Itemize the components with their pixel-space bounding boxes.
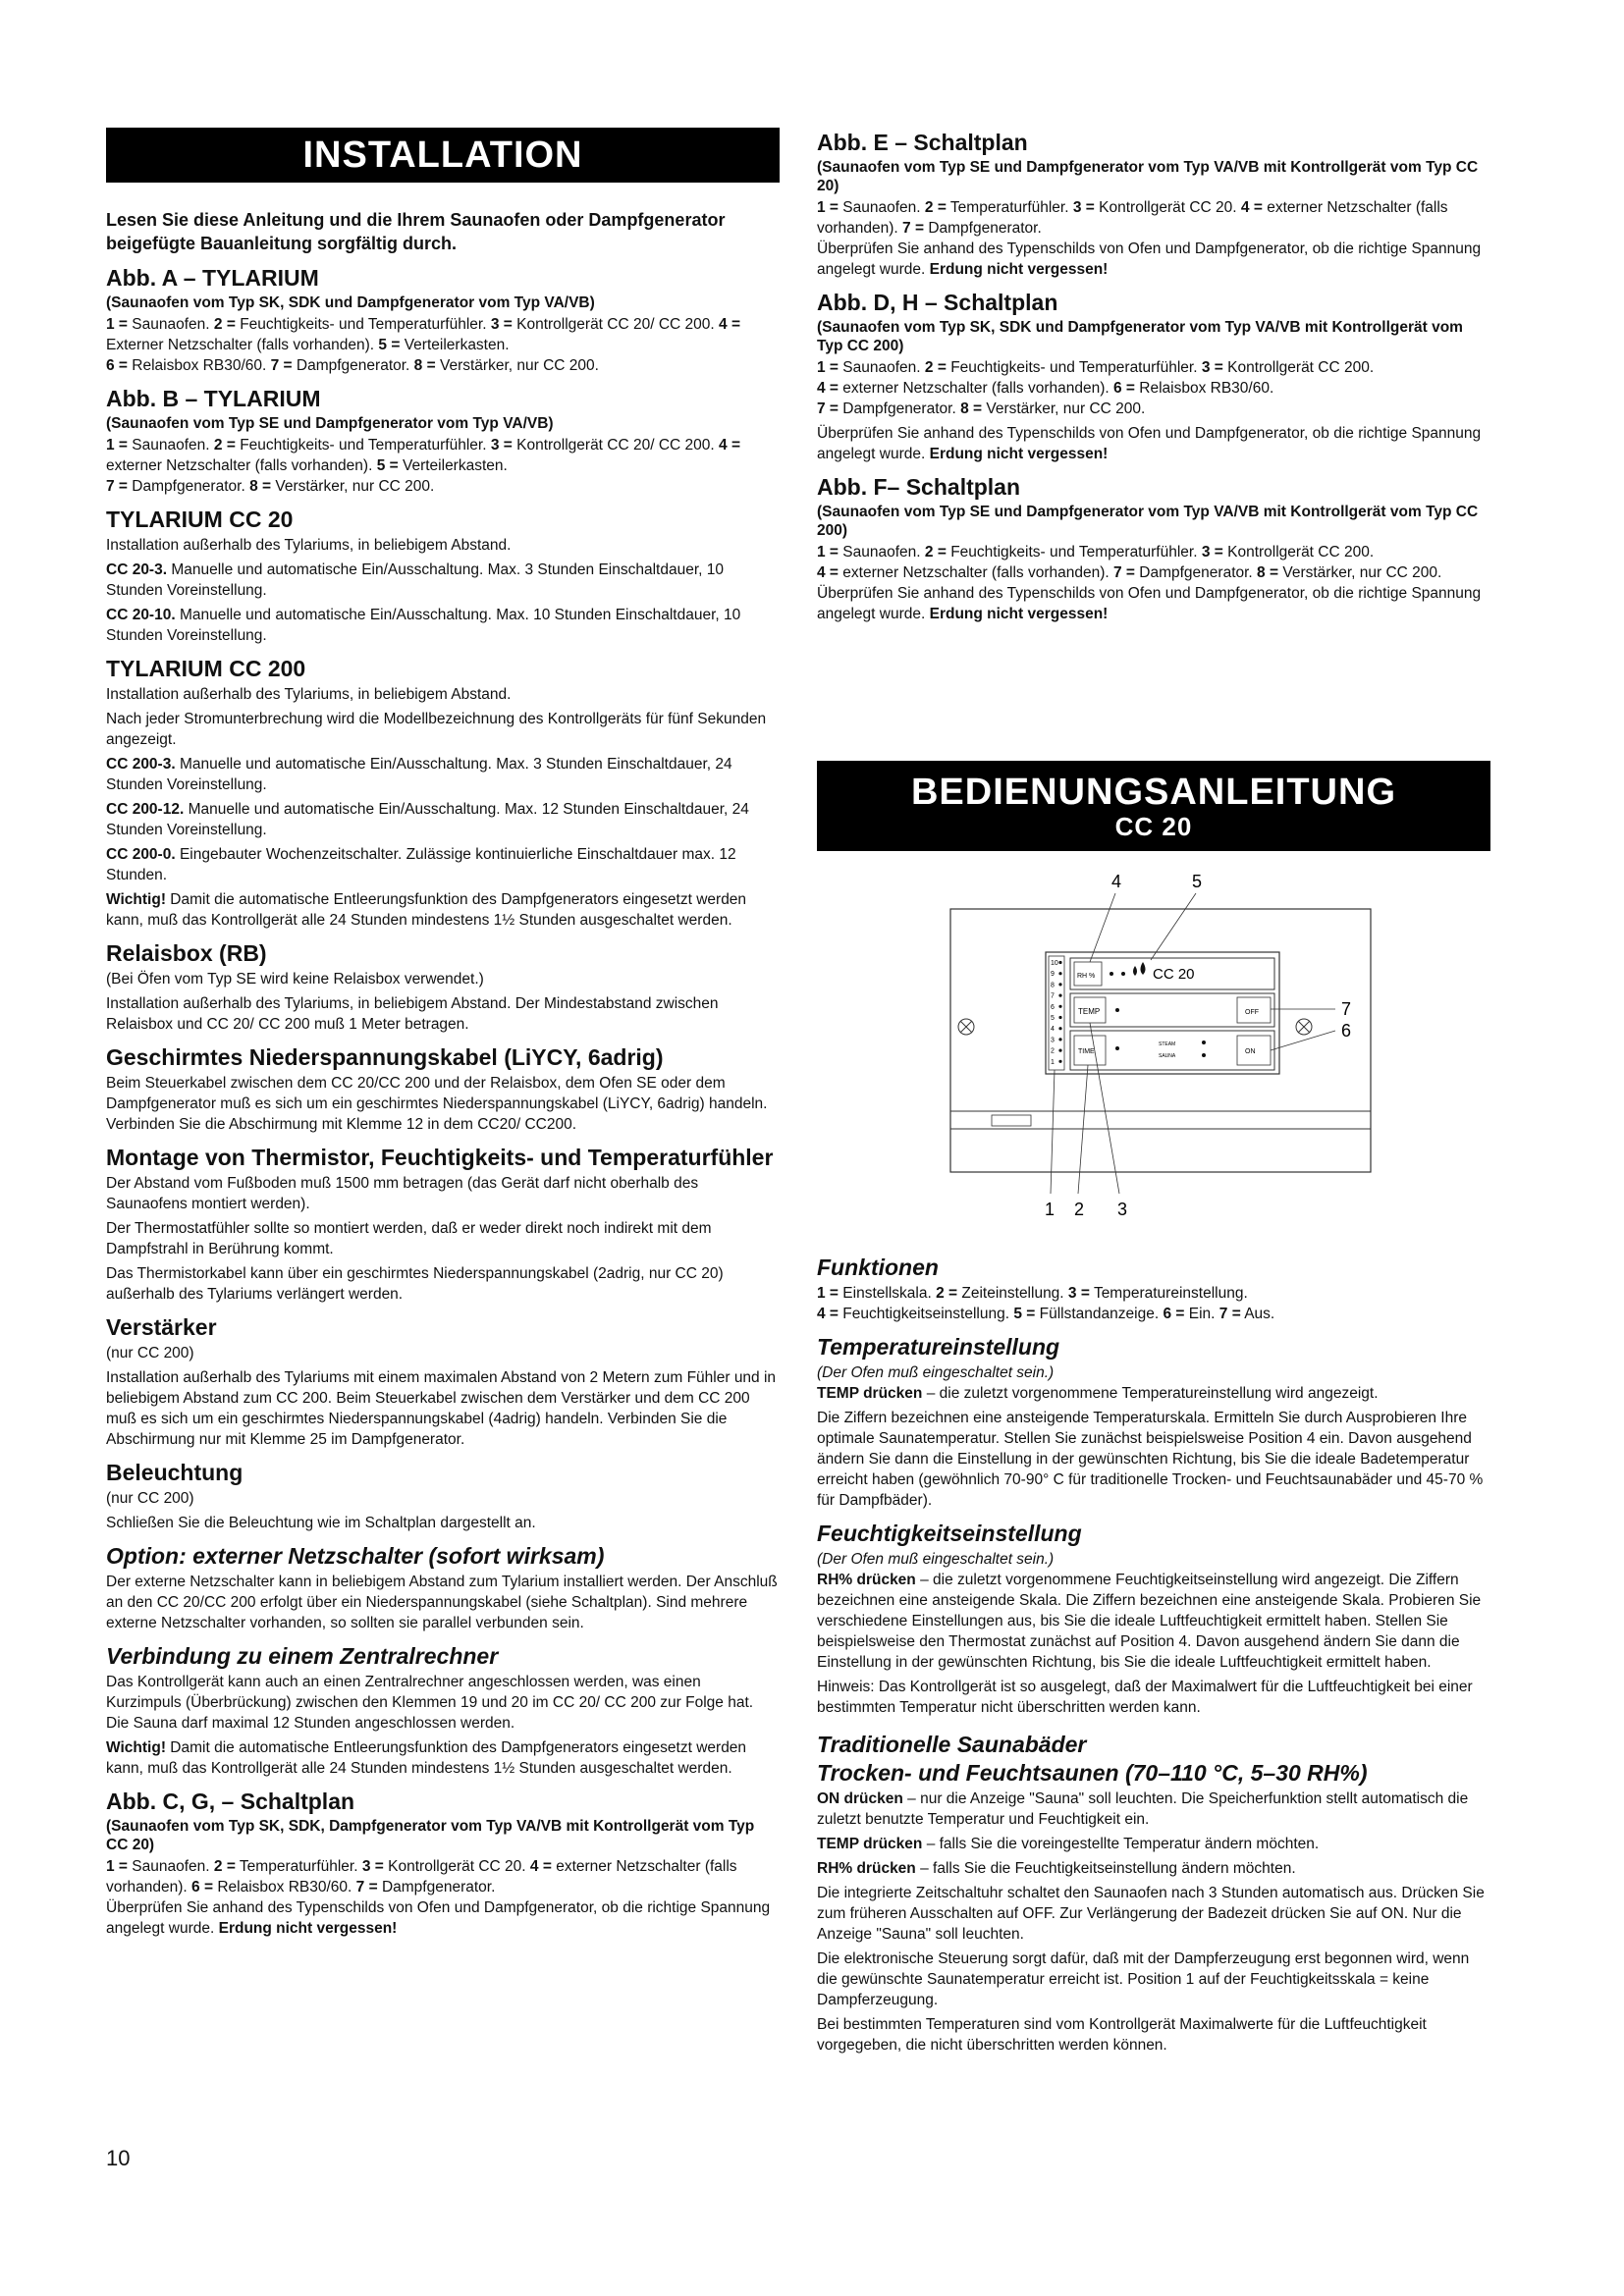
- funktionen-title: Funktionen: [817, 1255, 939, 1280]
- right-column-instructions: [817, 1245, 1490, 2059]
- abb-d-legend: 1 = Saunaofen. 2 = Feuchtigkeits- und Temperaturfühler. 3 = Kontrollgerät CC 200. 4 = externer Netzschalter (falls vorhanden). 6 = Relaisbox RB30/60. 7 = Dampfgenerator. 8 = Verstärker, nur CC 200.: [817, 359, 1375, 417]
- scale-digit: 3: [1051, 1037, 1055, 1044]
- callout-6: 6: [1341, 1021, 1352, 1041]
- scale-digit: 4: [1051, 1026, 1055, 1034]
- right-column: [817, 130, 1490, 628]
- steam-label: STEAM: [1159, 1041, 1176, 1047]
- abb-a-subtitle: (Saunaofen vom Typ SK, SDK und Dampfgenerator vom Typ VA/VB): [106, 294, 595, 311]
- funktionen-legend: 1 = Einstellskala. 2 = Zeiteinstellung. 3 = Temperatureinstellung. 4 = Feuchtigkeitseinstellung. 5 = Füllstandanzeige. 6 = Ein. 7 = Aus.: [817, 1285, 1275, 1322]
- callout-5: 5: [1192, 872, 1203, 891]
- scale-led: [1058, 983, 1061, 986]
- time-label: TIME: [1078, 1048, 1095, 1055]
- feuchtigkeitseinstellung-title: Feuchtigkeitseinstellung: [817, 1521, 1082, 1546]
- sauna-label: SAUNA: [1159, 1053, 1176, 1059]
- scale-led: [1058, 1027, 1061, 1030]
- cc200-p6: Wichtig! Damit die automatische Entleerungsfunktion des Dampfgenerators eingesetzt werden kann, muß das Kontrollgerät alle 24 Stunden mindestens 1½ Stunden ausgeschaltet werden.: [106, 891, 747, 929]
- scale-digit: 7: [1051, 992, 1055, 1000]
- beleuchtung-p1: (nur CC 200): [106, 1490, 194, 1507]
- scale-digit: 9: [1051, 971, 1055, 979]
- logo-plate: [992, 1115, 1031, 1126]
- rb-p1: (Bei Öfen vom Typ SE wird keine Relaisbox verwendet.): [106, 971, 484, 988]
- cc200-p5: CC 200-0. Eingebauter Wochenzeitschalter. Zulässige kontinuierliche Einschaltdauer max. 12 Stunden.: [106, 846, 736, 883]
- option-p1: Der externe Netzschalter kann in beliebigem Abstand zum Tylarium installiert werden. Der Anschluß an den CC 20/CC 200 erfolgt über ein Niederspannungskabel (siehe Schaltplan). Sind mehrere externe Netzschalter vorhanden, so sollten sie parallel verbunden sein.: [106, 1574, 778, 1631]
- scale-led: [1058, 1049, 1061, 1052]
- page-number: 10: [106, 2146, 131, 2170]
- temp-label: TEMP: [1078, 1007, 1101, 1016]
- scale-digit: 2: [1051, 1047, 1055, 1055]
- scale-led: [1058, 994, 1061, 997]
- abb-f-title: Abb. F– Schaltplan: [817, 474, 1021, 500]
- kabel-p1: Beim Steuerkabel zwischen dem CC 20/CC 200 und der Relaisbox, dem Ofen SE oder dem Dampfgenerator muß es sich um ein geschirmtes Niederspannungskabel (LiYCY, 6adrig) handeln. Verbinden Sie die Abschirmung mit Klemme 12 in dem CC20/ CC200.: [106, 1075, 768, 1133]
- scale-led: [1058, 1005, 1061, 1008]
- thermistor-p3: Das Thermistorkabel kann über ein geschirmtes Niederspannungskabel (2adrig, nur CC 20) außerhalb des Tylariums verlängert werden.: [106, 1265, 724, 1303]
- control-panel-figure: [943, 864, 1375, 1227]
- cc20-label: CC 20: [1153, 966, 1195, 983]
- beleuchtung-title: Beleuchtung: [106, 1460, 244, 1485]
- feuchtigkeitseinstellung-p1: RH% drücken – die zuletzt vorgenommene Feuchtigkeitseinstellung wird angezeigt. Die Ziffern bezeichnen eine ansteigende Skala. Die Ziffern bezeichnen eine ansteigende Skala. Probieren Sie verschiedene Einstellungen aus, bis Sie die ideale Luftfeuchtigkeit ermittelt haben. Stellen Sie beispielsweise den Thermostat zunächst auf Position 4. Davon ausgehend ändern Sie dann die Einstellung in der gewünschten Richtung, bis Sie die ideale Luftfeuchtigkeit ermittelt haben.: [817, 1572, 1482, 1671]
- abb-d-subtitle: (Saunaofen vom Typ SK, SDK und Dampfgenerator vom Typ VA/VB mit Kontrollgerät vom Typ CC 200): [817, 319, 1463, 354]
- thermistor-p2: Der Thermostatfühler sollte so montiert werden, daß er weder direkt noch indirekt mit dem Dampfstrahl in Berührung kommt.: [106, 1220, 712, 1257]
- traditionelle-p3: RH% drücken – falls Sie die Feuchtigkeitseinstellung ändern möchten.: [817, 1860, 1296, 1877]
- traditionelle-p1: ON drücken – nur die Anzeige "Sauna" soll leuchten. Die Speicherfunktion stellt automatisch die zuletzt benutzte Temperatur und Feuchtigkeit ein.: [817, 1790, 1469, 1828]
- callout-3: 3: [1117, 1200, 1128, 1219]
- abb-b-subtitle: (Saunaofen vom Typ SE und Dampfgenerator vom Typ VA/VB): [106, 415, 554, 432]
- scale-digit: 1: [1051, 1058, 1055, 1066]
- kabel-title: Geschirmtes Niederspannungskabel (LiYCY, 6adrig): [106, 1044, 664, 1070]
- off-label: OFF: [1245, 1009, 1259, 1016]
- abb-c-title: Abb. C, G, – Schaltplan: [106, 1789, 355, 1814]
- abb-d-check: Überprüfen Sie anhand des Typenschilds von Ofen und Dampfgenerator, ob die richtige Spannung angelegt wurde. Erdung nicht vergessen!: [817, 425, 1482, 462]
- abb-e-legend: 1 = Saunaofen. 2 = Temperaturfühler. 3 = Kontrollgerät CC 20. 4 = externer Netzschalter (falls vorhanden). 7 = Dampfgenerator. Überprüfen Sie anhand des Typenschilds von Ofen und Dampfgenerator, ob die richtige Spannung angelegt wurde. Erdung nicht vergessen!: [817, 199, 1482, 278]
- cc20-title: TYLARIUM CC 20: [106, 507, 294, 532]
- scale-led: [1058, 972, 1061, 975]
- cc200-p2: Nach jeder Stromunterbrechung wird die Modellbezeichnung des Kontrollgeräts für fünf Sekunden angezeigt.: [106, 711, 767, 748]
- scale-digit: 5: [1051, 1015, 1055, 1022]
- abb-e-title: Abb. E – Schaltplan: [817, 130, 1028, 155]
- bedienungsanleitung-subtitle: CC 20: [1114, 812, 1193, 841]
- abb-d-title: Abb. D, H – Schaltplan: [817, 290, 1058, 315]
- cc200-title: TYLARIUM CC 200: [106, 656, 306, 681]
- cc20-p3: CC 20-10. Manuelle und automatische Ein/Ausschaltung. Max. 10 Stunden Einschaltdauer, 10 Stunden Voreinstellung.: [106, 607, 741, 644]
- cc200-p1: Installation außerhalb des Tylariums, in beliebigem Abstand.: [106, 686, 512, 703]
- verstaerker-title: Verstärker: [106, 1314, 217, 1340]
- scale-led: [1058, 1016, 1061, 1019]
- scale-led: [1058, 1038, 1061, 1041]
- cc20-p2: CC 20-3. Manuelle und automatische Ein/Ausschaltung. Max. 3 Stunden Einschaltdauer, 10 Stunden Voreinstellung.: [106, 561, 724, 599]
- cc200-p3: CC 200-3. Manuelle und automatische Ein/Ausschaltung. Max. 3 Stunden Einschaltdauer, 24 Stunden Voreinstellung.: [106, 756, 732, 793]
- abb-a-title: Abb. A – TYLARIUM: [106, 265, 319, 291]
- zentralrechner-p1: Das Kontrollgerät kann auch an einen Zentralrechner angeschlossen werden, was einen Kurzimpuls (Überbrückung) zwischen den Klemmen 19 und 20 im CC 20/ CC 200 zur Folge hat. Die Sauna darf maximal 12 Stunden angeschlossen werden.: [106, 1674, 754, 1732]
- feuchtigkeitseinstellung-p2: Hinweis: Das Kontrollgerät ist so ausgelegt, daß der Maximalwert für die Luftfeuchtigkeit bei einer bestimmten Temperatur nicht überschritten werden kann.: [817, 1679, 1473, 1716]
- temperatureinstellung-note: (Der Ofen muß eingeschaltet sein.): [817, 1364, 1055, 1381]
- traditionelle-p5: Die elektronische Steuerung sorgt dafür, daß mit der Dampferzeugung erst begonnen wird, wenn die gewünschte Saunatemperatur erreicht ist. Position 1 auf der Feuchtigkeitsskala = keine Dampferzeugung.: [817, 1950, 1470, 2008]
- temperatureinstellung-p1: TEMP drücken – die zuletzt vorgenommene Temperatureinstellung wird angezeigt.: [817, 1385, 1379, 1402]
- abb-c-subtitle: (Saunaofen vom Typ SK, SDK, Dampfgenerator vom Typ VA/VB mit Kontrollgerät vom Typ CC 20): [106, 1818, 755, 1853]
- scale-digit: 10: [1051, 960, 1058, 967]
- abb-a-legend: 1 = Saunaofen. 2 = Feuchtigkeits- und Temperaturfühler. 3 = Kontrollgerät CC 20/ CC 200. 4 = Externer Netzschalter (falls vorhanden). 5 = Verteilerkasten. 6 = Relaisbox RB30/60. 7 = Dampfgenerator. 8 = Verstärker, nur CC 200.: [106, 316, 740, 374]
- traditionelle-p2: TEMP drücken – falls Sie die voreingestellte Temperatur ändern möchten.: [817, 1836, 1320, 1852]
- cc20-p1: Installation außerhalb des Tylariums, in beliebigem Abstand.: [106, 537, 512, 554]
- traditionelle-p6: Bei bestimmten Temperaturen sind vom Kontrollgerät Maximalwerte für die Luftfeuchtigkeit vorgegeben, die nicht überschritten werden können.: [817, 2016, 1427, 2054]
- abb-f-legend: 1 = Saunaofen. 2 = Feuchtigkeits- und Temperaturfühler. 3 = Kontrollgerät CC 200. 4 = externer Netzschalter (falls vorhanden). 7 = Dampfgenerator. 8 = Verstärker, nur CC 200. Überprüfen Sie anhand des Typenschilds von Ofen und Dampfgenerator, ob die richtige Spannung angelegt wurde. Erdung nicht vergessen!: [817, 544, 1482, 622]
- scale-digit: 6: [1051, 1003, 1055, 1011]
- rb-p2: Installation außerhalb des Tylariums, in beliebigem Abstand. Der Mindestabstand zwischen Relaisbox und CC 20/ CC 200 muß 1 Meter betragen.: [106, 995, 719, 1033]
- verstaerker-p2: Installation außerhalb des Tylariums mit einem maximalen Abstand von 2 Metern zum Fühler und in beliebigem Abstand zum CC 200. Beim Steuerkabel zwischen dem Verstärker und dem CC 200 muß es sich um ein geschirmtes Niederspannungskabel (4adrig) handeln. Verbinden Sie die Abschirmung nur mit Klemme 25 im Dampfgenerator.: [106, 1369, 777, 1448]
- bedienungsanleitung-banner: [817, 761, 1490, 851]
- callout-7: 7: [1341, 999, 1352, 1019]
- beleuchtung-p2: Schließen Sie die Beleuchtung wie im Schaltplan dargestellt an.: [106, 1515, 536, 1531]
- traditionelle-title: Traditionelle Saunabäder: [817, 1732, 1087, 1757]
- zentralrechner-title: Verbindung zu einem Zentralrechner: [106, 1643, 499, 1669]
- thermistor-p1: Der Abstand vom Fußboden muß 1500 mm betragen (das Gerät darf nicht oberhalb des Saunaofens montiert werden).: [106, 1175, 699, 1212]
- temperatureinstellung-title: Temperatureinstellung: [817, 1334, 1060, 1360]
- scale-led: [1058, 1060, 1061, 1063]
- verstaerker-p1: (nur CC 200): [106, 1345, 194, 1362]
- abb-e-subtitle: (Saunaofen vom Typ SE und Dampfgenerator vom Typ VA/VB mit Kontrollgerät vom Typ CC 20): [817, 159, 1479, 194]
- traditionelle-p4: Die integrierte Zeitschaltuhr schaltet den Saunaofen nach 3 Stunden automatisch aus. Drücken Sie zum früheren Ausschalten auf OFF. Zur Verlängerung der Badezeit drücken Sie auf ON. Nur die Anzeige "Sauna" soll leuchten.: [817, 1885, 1485, 1943]
- option-title: Option: externer Netzschalter (sofort wirksam): [106, 1543, 605, 1569]
- abb-b-legend: 1 = Saunaofen. 2 = Feuchtigkeits- und Temperaturfühler. 3 = Kontrollgerät CC 20/ CC 200. 4 = externer Netzschalter (falls vorhanden). 5 = Verteilerkasten. 7 = Dampfgenerator. 8 = Verstärker, nur CC 200.: [106, 437, 740, 495]
- installation-banner: INSTALLATION: [106, 128, 780, 183]
- trocken-feucht-title: Trocken- und Feuchtsaunen (70–110 °C, 5–30 RH%): [817, 1760, 1368, 1786]
- temperatureinstellung-p2: Die Ziffern bezeichnen eine ansteigende Temperaturskala. Ermitteln Sie durch Ausprobieren Ihre optimale Saunatemperatur. Stellen Sie zunächst beispielsweise Position 4 ein. Davon ausgehend ändern Sie dann die Einstellung in der gewünschten Richtung, bis Sie die ideale Badetemperatur erreicht haben (gewöhnlich 70-90° C für traditionelle Trocken- und Feuchtsaunabäder und 45-70 % für Dampfbäder).: [817, 1410, 1484, 1509]
- bedienungsanleitung-title: BEDIENUNGSANLEITUNG: [910, 772, 1397, 813]
- callout-4: 4: [1111, 872, 1122, 891]
- left-column: [106, 128, 780, 1943]
- cc200-p4: CC 200-12. Manuelle und automatische Ein/Ausschaltung. Max. 12 Stunden Einschaltdauer, 24 Stunden Voreinstellung.: [106, 801, 749, 838]
- intro-text: Lesen Sie diese Anleitung und die Ihrem Saunaofen oder Dampfgenerator beigefügte Bauanleitung sorgfältig durch.: [106, 210, 726, 253]
- on-label: ON: [1245, 1048, 1256, 1055]
- thermistor-title: Montage von Thermistor, Feuchtigkeits- und Temperaturfühler: [106, 1145, 774, 1170]
- scale-led: [1058, 961, 1061, 964]
- abb-f-subtitle: (Saunaofen vom Typ SE und Dampfgenerator vom Typ VA/VB mit Kontrollgerät vom Typ CC 200): [817, 504, 1479, 539]
- rh-label: RH %: [1077, 973, 1096, 980]
- feuchtigkeitseinstellung-note: (Der Ofen muß eingeschaltet sein.): [817, 1551, 1055, 1568]
- callout-1: 1: [1045, 1200, 1056, 1219]
- rb-title: Relaisbox (RB): [106, 940, 267, 966]
- scale-digit: 8: [1051, 982, 1055, 989]
- callout-2: 2: [1074, 1200, 1085, 1219]
- abb-c-legend: 1 = Saunaofen. 2 = Temperaturfühler. 3 = Kontrollgerät CC 20. 4 = externer Netzschalter (falls vorhanden). 6 = Relaisbox RB30/60. 7 = Dampfgenerator. Überprüfen Sie anhand des Typenschilds von Ofen und Dampfgenerator, ob die richtige Spannung angelegt wurde. Erdung nicht vergessen!: [106, 1858, 771, 1937]
- zentralrechner-p2: Wichtig! Damit die automatische Entleerungsfunktion des Dampfgenerators eingesetzt werden kann, muß das Kontrollgerät alle 24 Stunden mindestens 1½ Stunden ausgeschaltet werden.: [106, 1739, 747, 1777]
- abb-b-title: Abb. B – TYLARIUM: [106, 386, 321, 411]
- control-panel-drawing: [943, 864, 1375, 1227]
